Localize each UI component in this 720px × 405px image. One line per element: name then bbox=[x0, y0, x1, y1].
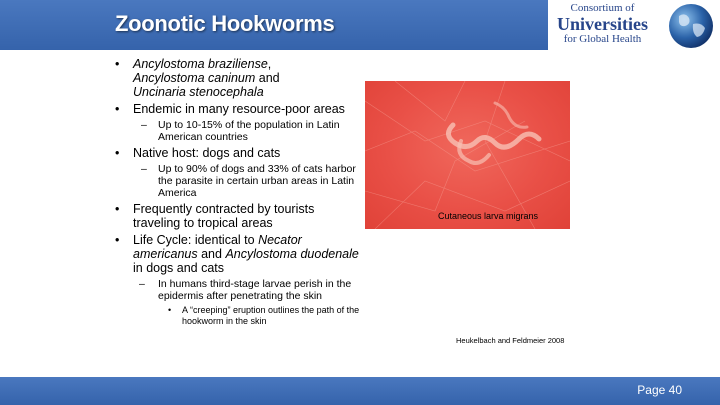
bullet-list bbox=[112, 57, 362, 327]
bullet-life-cycle bbox=[112, 233, 362, 275]
dash-marker: – bbox=[139, 278, 145, 290]
logo-text bbox=[557, 3, 648, 45]
life-cycle-4: Ancylostoma duodenale bbox=[225, 247, 359, 261]
skin-texture bbox=[365, 81, 570, 229]
footer-bar bbox=[0, 377, 720, 405]
bullet-endemic: • Endemic in many resource-poor areas bbox=[112, 102, 362, 116]
species-1: Ancylostoma braziliense bbox=[133, 57, 268, 71]
sub-bullet-larvae-text: In humans third-stage larvae perish in the epidermis after penetrating the skin bbox=[158, 278, 352, 302]
figure-credit: Heukelbach and Feldmeier 2008 bbox=[456, 336, 565, 345]
logo-line-1: Consortium of bbox=[570, 2, 635, 14]
sub-bullet-population-text: Up to 10-15% of the population in Latin American countries bbox=[158, 119, 340, 143]
life-cycle-3: and bbox=[197, 247, 226, 261]
species-comma: , bbox=[267, 57, 272, 71]
globe-icon bbox=[667, 2, 715, 50]
species-3: Uncinaria stenocephala bbox=[133, 85, 264, 99]
species-and: and bbox=[255, 71, 280, 85]
figure-caption: Cutaneous larva migrans bbox=[438, 211, 539, 221]
dash-marker: – bbox=[141, 163, 147, 175]
life-cycle-5: in dogs and cats bbox=[133, 261, 225, 275]
life-cycle-2: Necator americanus bbox=[133, 233, 302, 261]
bullet-tourists: • Frequently contracted by tourists traveling to tropical areas bbox=[112, 202, 362, 230]
sub-bullet-dogs-cats-text: Up to 90% of dogs and 33% of cats harbor the parasite in certain urban areas in Latin America bbox=[158, 163, 356, 199]
life-cycle-1: Life Cycle: identical to bbox=[133, 233, 259, 247]
bullet-native-host: • Native host: dogs and cats bbox=[112, 146, 362, 160]
species-2: Ancylostoma caninum bbox=[133, 71, 256, 85]
logo-line-2: Universities bbox=[557, 14, 648, 34]
larva-migrans-photo bbox=[365, 81, 570, 229]
page-number: Page 40 bbox=[637, 383, 682, 397]
bullet-species bbox=[112, 57, 362, 99]
sub-bullet-larvae bbox=[112, 278, 362, 302]
sub-sub-bullet-eruption: • A “creeping” eruption outlines the path of the hookworm in the skin bbox=[112, 305, 362, 327]
sub-bullet-dogs-cats bbox=[112, 163, 362, 199]
slide-title: Zoonotic Hookworms bbox=[115, 11, 335, 36]
logo-line-3: for Global Health bbox=[563, 33, 642, 45]
dash-marker: – bbox=[141, 119, 147, 131]
logo bbox=[548, 0, 720, 50]
sub-bullet-population bbox=[112, 119, 362, 143]
